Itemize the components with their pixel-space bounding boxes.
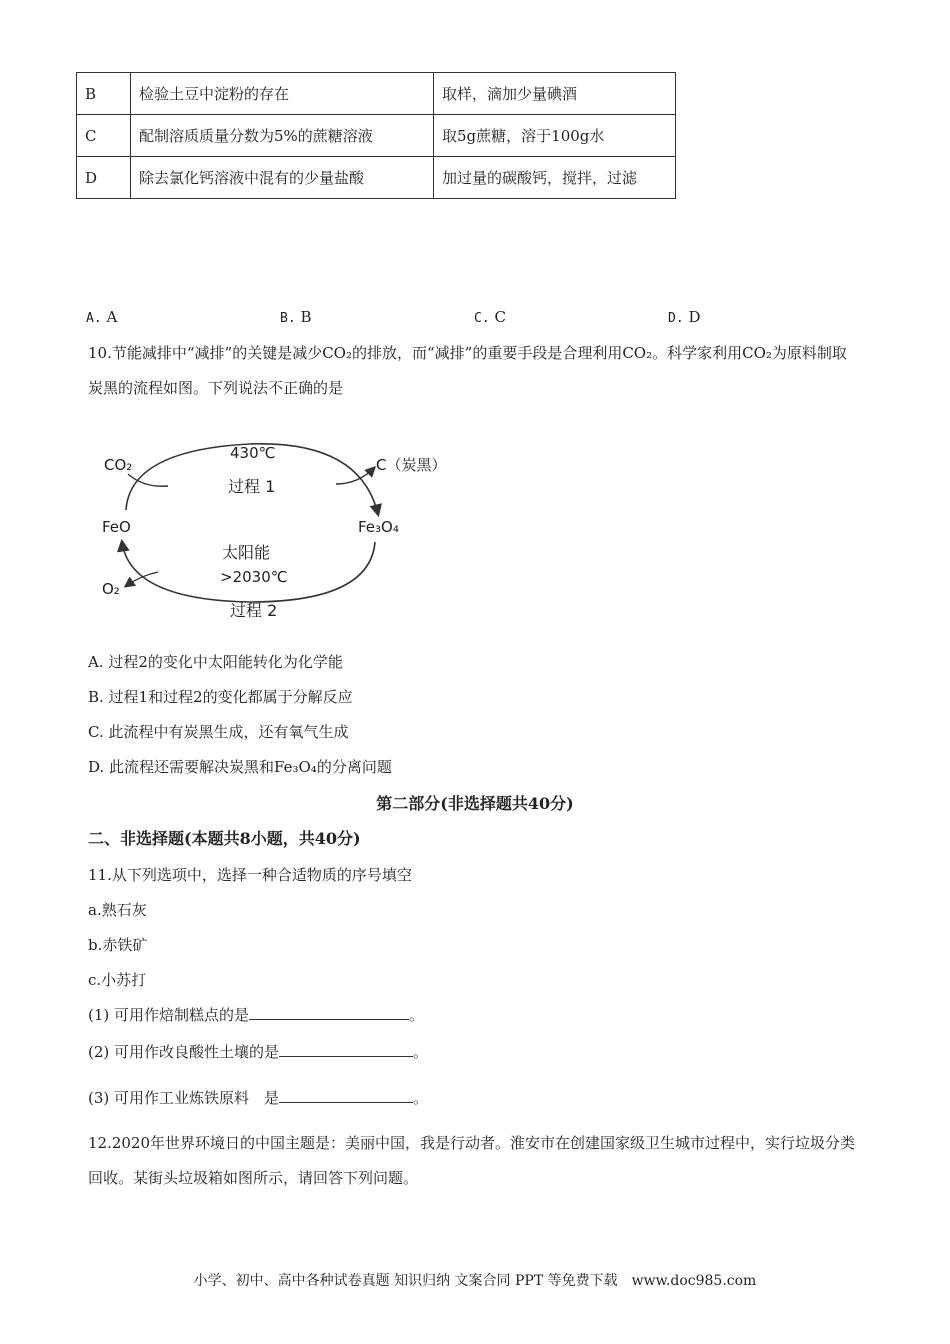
q10-option-c[interactable]: C. 此流程中有炭黑生成，还有氧气生成 [88,723,349,741]
part2-title: 第二部分(非选择题共40分) [376,794,574,813]
process2-label: 过程 2 [230,601,278,620]
q11-sub1: (1) 可用作焙制糕点的是 。 [88,1006,425,1024]
q10-option-b[interactable]: B. 过程1和过程2的变化都属于分解反应 [88,688,353,706]
q11-sub3: (3) 可用作工业炼铁原料 是 。 [88,1089,429,1107]
table-cell: C [77,115,131,157]
table-row [77,73,676,115]
table-cell: D [77,157,131,199]
carbon-label: C（炭黑） [376,456,447,474]
section-title: 二、非选择题(本题共8小题，共40分) [88,829,361,848]
table-cell: 检验土豆中淀粉的存在 [131,73,434,115]
co2-label: CO₂ [104,456,133,474]
choice-c[interactable]: C. C [474,308,506,326]
q11-sub2: (2) 可用作改良酸性土壤的是 。 [88,1043,429,1061]
temp1-label: 430℃ [230,444,276,462]
table-cell: 取样，滴加少量碘酒 [434,73,676,115]
table-cell: 取5g蔗糖，溶于100g水 [434,115,676,157]
options-table [76,72,676,199]
q11-item-c: c.小苏打 [88,971,147,989]
carbon-cycle-diagram [90,430,470,630]
temp2-label: >2030℃ [220,568,288,586]
q11-stem: 11.从下列选项中，选择一种合适物质的序号填空 [88,866,412,884]
choice-b[interactable]: B. B [280,308,312,326]
q10-option-d[interactable]: D. 此流程还需要解决炭黑和Fe₃O₄的分离问题 [88,758,392,776]
table-cell: 除去氯化钙溶液中混有的少量盐酸 [131,157,434,199]
q11-item-a: a.熟石灰 [88,901,147,919]
o2-label: O₂ [102,580,120,598]
answer-blank-1[interactable] [249,1005,409,1020]
table-cell: 加过量的碳酸钙，搅拌，过滤 [434,157,676,199]
q10-option-a[interactable]: A. 过程2的变化中太阳能转化为化学能 [88,653,343,671]
q10-stem: 10.节能减排中“减排”的关键是减少CO₂的排放，而“减排”的重要手段是合理利用CO₂。科学家利用CO₂为原料制取炭黑的流程如图。下列说法不正确的是 [88,344,847,397]
answer-blank-3[interactable] [279,1088,413,1103]
choice-d[interactable]: D. D [668,308,701,326]
solar-label: 太阳能 [222,543,271,562]
q12-stem: 12.2020年世界环境日的中国主题是：美丽中国，我是行动者。淮安市在创建国家级卫生城市过程中，实行垃圾分类回收。某街头垃圾箱如图所示，请回答下列问题。 [88,1134,856,1187]
table-cell: 配制溶质质量分数为5%的蔗糖溶液 [131,115,434,157]
carbon-outlet-arrow [336,468,374,484]
feo-label: FeO [102,518,131,536]
choice-a[interactable]: A. A [86,308,118,326]
page-footer: 小学、初中、高中各种试卷真题 知识归纳 文案合同 PPT 等免费下载 www.doc985.com [193,1273,757,1289]
process1-label: 过程 1 [228,477,276,496]
answer-blank-2[interactable] [279,1042,413,1057]
table-row [77,157,676,199]
table-cell: B [77,73,131,115]
q11-item-b: b.赤铁矿 [88,936,148,954]
fe3o4-label: Fe₃O₄ [358,518,399,536]
table-row [77,115,676,157]
